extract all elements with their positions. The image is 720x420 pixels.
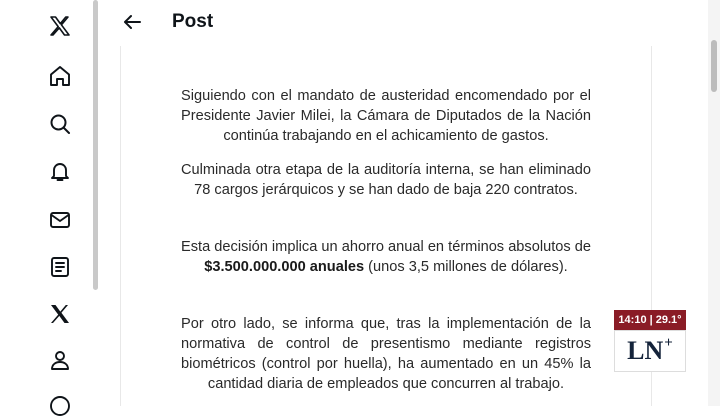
notifications-icon[interactable] — [46, 157, 74, 185]
p3-text-end: (unos 3,5 millones de dólares). — [364, 259, 568, 275]
search-icon[interactable] — [46, 110, 74, 138]
ln-logo — [614, 330, 686, 372]
messages-icon[interactable] — [46, 206, 74, 234]
window-scrollbar[interactable] — [708, 0, 720, 406]
premium-x-icon[interactable] — [46, 300, 74, 328]
home-icon[interactable] — [46, 62, 74, 90]
ln-logo-plus: + — [664, 334, 673, 351]
profile-icon[interactable] — [46, 346, 74, 374]
post-header — [106, 0, 706, 46]
p3-bold-amount: $3.500.000.000 anuales — [204, 259, 365, 275]
sidebar — [0, 0, 100, 406]
post-paragraph-1: Siguiendo con el mandato de austeridad encomendado por el Presidente Javier Milei, la Cámara de Diputados de la Nación continúa trabajando en el achicamiento de gastos. — [181, 88, 591, 144]
lists-icon[interactable] — [46, 253, 74, 281]
back-arrow-icon[interactable] — [120, 10, 144, 34]
ln-broadcast-overlay — [614, 310, 686, 372]
p3-text-start: Esta decisión implica un ahorro anual en términos absolutos de — [181, 239, 591, 255]
time-temperature-badge: 14:10 | 29.1° — [614, 310, 686, 330]
sidebar-scrollbar[interactable] — [93, 0, 98, 290]
post-paragraph-2: Culminada otra etapa de la auditoría interna, se han eliminado 78 cargos jerárquicos y se han dado de baja 220 contratos. — [181, 162, 591, 198]
post-image-card — [120, 46, 652, 406]
post-paragraph-4: Por otro lado, se informa que, tras la implementación de la normativa de control de presentismo mediante registros biométricos (control por huella), ha aumentado en un 45% la cantidad diaria de empleados que concurren al trabajo. — [181, 316, 591, 392]
page-title: Post — [172, 11, 214, 32]
post-paragraph-3 — [181, 237, 591, 277]
more-icon[interactable] — [46, 392, 74, 420]
scrollbar-thumb[interactable] — [711, 40, 717, 92]
x-logo-icon[interactable] — [46, 12, 74, 40]
ln-logo-text: LN — [627, 336, 664, 365]
